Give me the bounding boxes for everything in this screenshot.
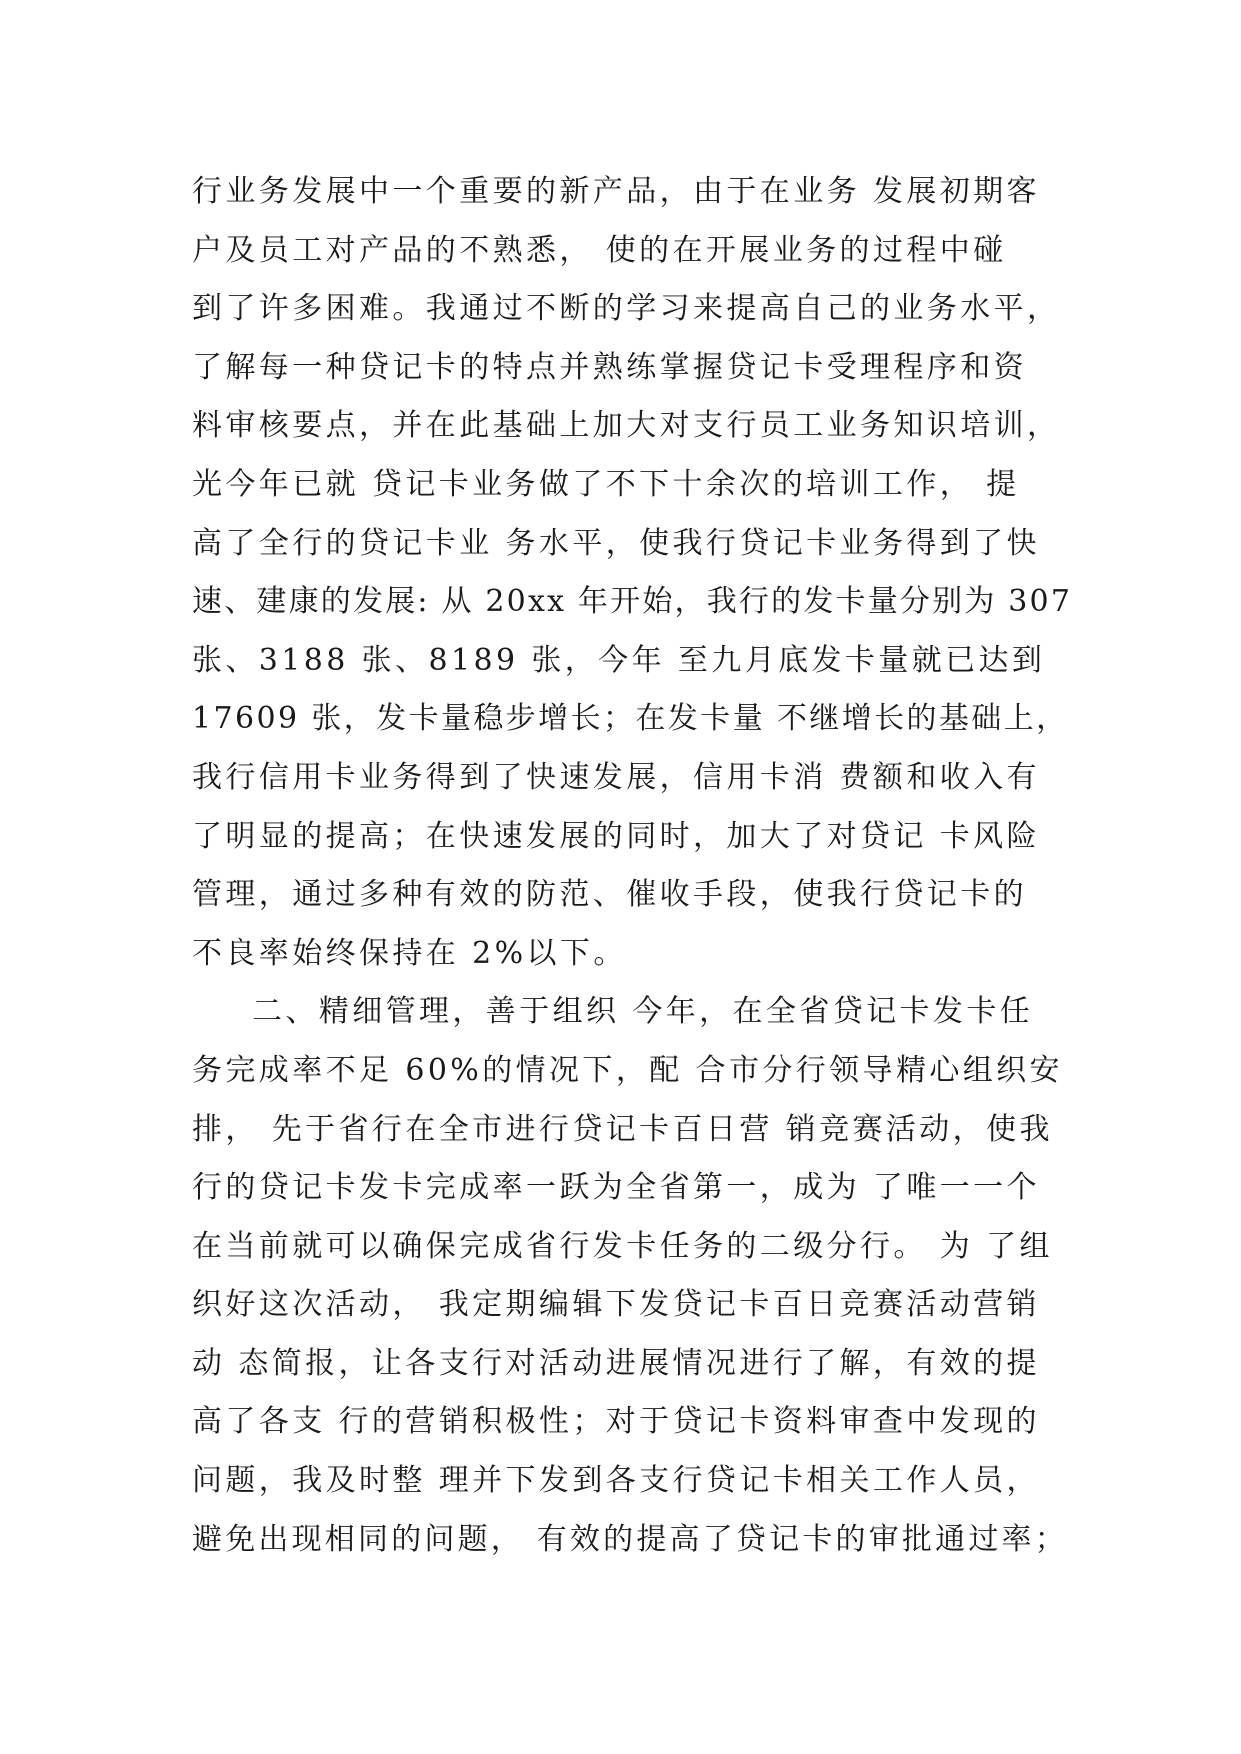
text-line-19: 在当前就可以确保完成省行发卡任务的二级分行。 为 了组 <box>192 1228 1053 1264</box>
text-line-20: 织好这次活动， 我定期编辑下发贷记卡百日竞赛活动营销 <box>192 1287 1040 1323</box>
text-line-1: 行业务发展中一个重要的新产品，由于在业务 发展初期客 <box>192 174 1040 209</box>
text-line-5: 料审核要点，并在此基础上加大对支行员工业务知识培训， <box>192 408 1061 444</box>
text-line-2: 户及员工对产品的不熟悉， 使的在开展业务的过程中碰 <box>192 232 1007 268</box>
text-line-3: 到了许多困难。我通过不断的学习来提高自己的业务水平， <box>192 291 1061 327</box>
text-line-4: 了解每一种贷记卡的特点并熟练掌握贷记卡受理程序和资 <box>192 349 1027 385</box>
text-line-21: 动 态简报，让各支行对活动进展情况进行了解，有效的提 <box>192 1345 1040 1381</box>
text-line-17: 排， 先于省行在全市进行贷记卡百日营 销竞赛活动，使我 <box>192 1111 1053 1147</box>
text-line-11: 我行信用卡业务得到了快速发展，信用卡消 费额和收入有 <box>192 759 1040 795</box>
text-line-14: 不良率始终保持在 2%以下。 <box>192 935 627 971</box>
text-line-10: 17609 张，发卡量稳步增长；在发卡量 不继增长的基础上， <box>192 701 1069 737</box>
text-line-23: 问题，我及时整 理并下发到各支行贷记卡相关工作人员， <box>192 1463 1040 1499</box>
text-line-9: 张、3188 张、8189 张，今年 至九月底发卡量就已达到 <box>192 642 1046 678</box>
text-line-24: 避免出现相同的问题， 有效的提高了贷记卡的审批通过率； <box>192 1521 1068 1557</box>
text-line-8: 速、建康的发展: 从 20xx 年开始，我行的发卡量分别为 307 <box>192 584 1073 620</box>
text-line-22: 高了各支 行的营销积极性；对于贷记卡资料审查中发现的 <box>192 1404 1040 1440</box>
document-body <box>192 163 1072 1569</box>
text-line-16: 务完成率不足 60%的情况下，配 合市分行领导精心组织安 <box>192 1052 1063 1088</box>
text-line-18: 行的贷记卡发卡完成率一跃为全省第一，成为 了唯一一个 <box>192 1170 1040 1206</box>
text-line-7: 高了全行的贷记卡业 务水平，使我行贷记卡业务得到了快 <box>192 525 1040 561</box>
text-line-12: 了明显的提高；在快速发展的同时，加大了对贷记 卡风险 <box>192 818 1040 854</box>
section-heading-line: 二、精细管理，善于组织 今年，在全省贷记卡发卡任 <box>252 994 1034 1030</box>
text-line-13: 管理，通过多种有效的防范、催收手段，使我行贷记卡的 <box>192 877 1027 913</box>
text-line-6: 光今年已就 贷记卡业务做了不下十余次的培训工作， 提 <box>192 466 1020 502</box>
